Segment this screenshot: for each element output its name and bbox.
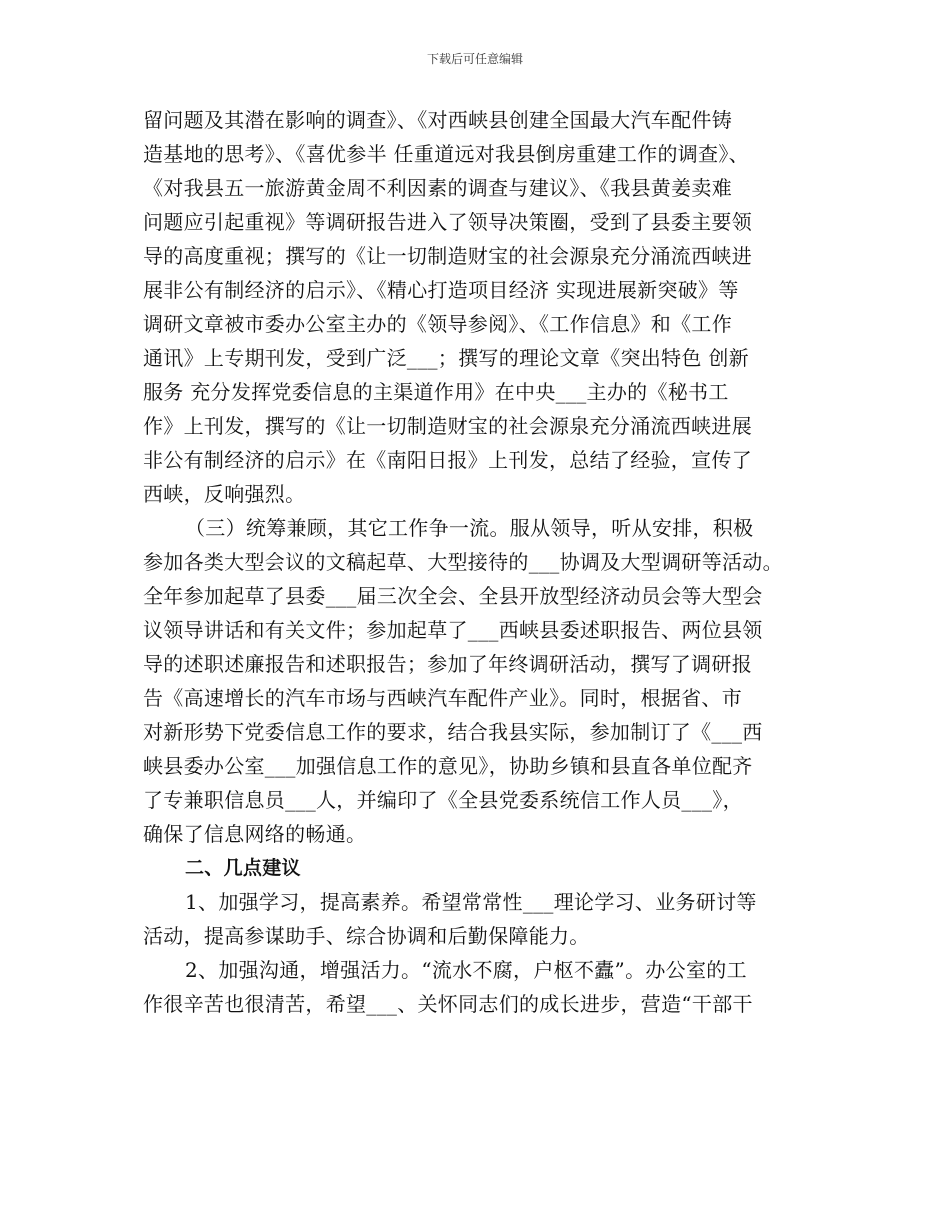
text-line: 通讯》上专期刊发，受到广泛___；撰写的理论文章《突出特色 创新 — [143, 346, 749, 370]
text-line: 作》上刊发，撰写的《让一切制造财宝的社会源泉充分涌流西峡进展 — [143, 414, 752, 438]
text-line: 告《高速增长的汽车市场与西峡汽车配件产业》。同时，根据省、市 — [143, 686, 742, 710]
text-line: 峡县委办公室___加强信息工作的意见》，协助乡镇和县直各单位配齐 — [143, 754, 753, 778]
text-line: 展非公有制经济的启示》、《精心打造项目经济 实现进展新突破》等 — [143, 278, 739, 302]
text-line: 非公有制经济的启示》在《南阳日报》上刊发，总结了经验，宣传了 — [143, 448, 752, 472]
text-line: 问题应引起重视》等调研报告进入了领导决策圈，受到了县委主要领 — [143, 210, 752, 234]
text-line: 西峡，反响强烈。 — [143, 482, 306, 506]
text-line: 留问题及其潜在影响的调查》、《对西峡县创建全国最大汽车配件铸 — [143, 108, 732, 132]
text-line: 活动，提高参谋助手、综合协调和后勤保障能力。 — [143, 924, 590, 948]
text-line: 议领导讲话和有关文件；参加起草了___西峡县委述职报告、两位县领 — [143, 618, 763, 642]
text-line: 调研文章被市委办公室主办的《领导参阅》、《工作信息》和《工作 — [143, 312, 732, 336]
text-line: 2、加强沟通，增强活力。“流水不腐，户枢不蠹”。办公室的工 — [185, 958, 747, 982]
text-line: 参加各类大型会议的文稿起草、大型接待的___协调及大型调研等活动。 — [143, 550, 783, 574]
section-heading: 二、几点建议 — [185, 857, 301, 879]
text-line: 确保了信息网络的畅通。 — [143, 822, 367, 846]
text-line: 《对我县五一旅游黄金周不利因素的调查与建议》、《我县黄姜卖难 — [143, 176, 732, 200]
text-line: 了专兼职信息员___人，并编印了《全县党委系统信工作人员___》， — [143, 788, 743, 812]
text-line: 服务 充分发挥党委信息的主渠道作用》在中央___主办的《秘书工 — [143, 380, 729, 404]
text-line: 作很辛苦也很清苦，希望___、关怀同志们的成长进步，营造“干部干 — [143, 992, 753, 1016]
text-line: （三）统筹兼顾，其它工作争一流。服从领导，听从安排，积极 — [185, 516, 754, 540]
text-line: 全年参加起草了县委___届三次全会、全县开放型经济动员会等大型会 — [143, 584, 763, 608]
text-line: 导的高度重视；撰写的《让一切制造财宝的社会源泉充分涌流西峡进 — [143, 244, 752, 268]
document-body — [143, 103, 833, 1021]
text-line: 导的述职述廉报告和述职报告；参加了年终调研活动，撰写了调研报 — [143, 652, 752, 676]
text-line: 造基地的思考》、《喜优参半 任重道远对我县倒房重建工作的调查》、 — [143, 142, 749, 166]
page-header: 下载后可任意编辑 — [426, 52, 523, 66]
text-line: 对新形势下党委信息工作的要求，结合我县实际，参加制订了《___西 — [143, 720, 763, 744]
text-line: 1、加强学习，提高素养。希望常常性___理论学习、业务研讨等 — [185, 890, 757, 914]
